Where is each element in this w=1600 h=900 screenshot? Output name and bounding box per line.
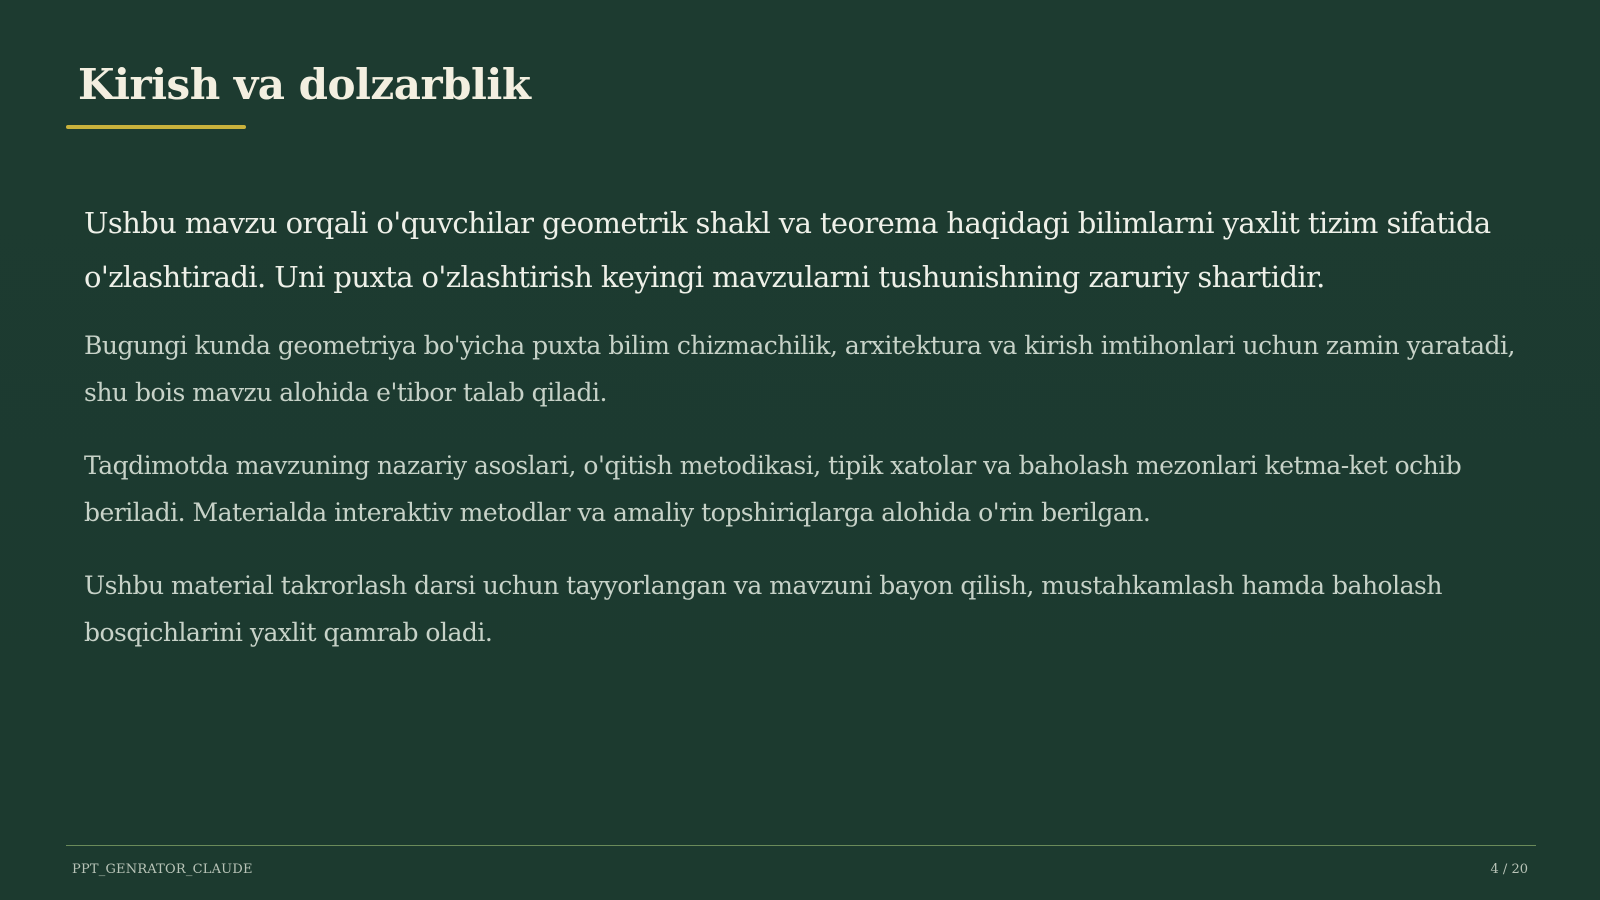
footer-brand: PPT_GENRATOR_CLAUDE: [72, 862, 253, 877]
lead-paragraph: Ushbu mavzu orqali o'quvchilar geometrik shakl va teorema haqidagi bilimlarni yaxlit tizim sifatida o'zlashtiradi. Uni puxta o'zlashtirish keyingi mavzularni tushunishning zaruriy shartidir.: [84, 206, 1491, 294]
slide-title: Kirish va dolzarblik: [78, 60, 531, 109]
body-paragraph: Taqdimotda mavzuning nazariy asoslari, o'qitish metodikasi, tipik xatolar va baholash mezonlari ketma-ket ochib beriladi. Materialda interaktiv metodlar va amaliy topshiriqlarga alohida o'rin berilgan.: [84, 451, 1462, 527]
body-paragraph: Bugungi kunda geometriya bo'yicha puxta bilim chizmachilik, arxitektura va kirish imtihonlari uchun zamin yaratadi, shu bois mavzu alohida e'tibor talab qiladi.: [84, 331, 1515, 407]
title-underline: [66, 125, 246, 129]
slide-content: [84, 196, 1524, 682]
body-paragraph: Ushbu material takrorlash darsi uchun tayyorlangan va mavzuni bayon qilish, mustahkamlash hamda baholash bosqichlarini yaxlit qamrab oladi.: [84, 571, 1442, 647]
page-indicator: 4 / 20: [1490, 862, 1528, 877]
footer-divider: [66, 845, 1536, 846]
